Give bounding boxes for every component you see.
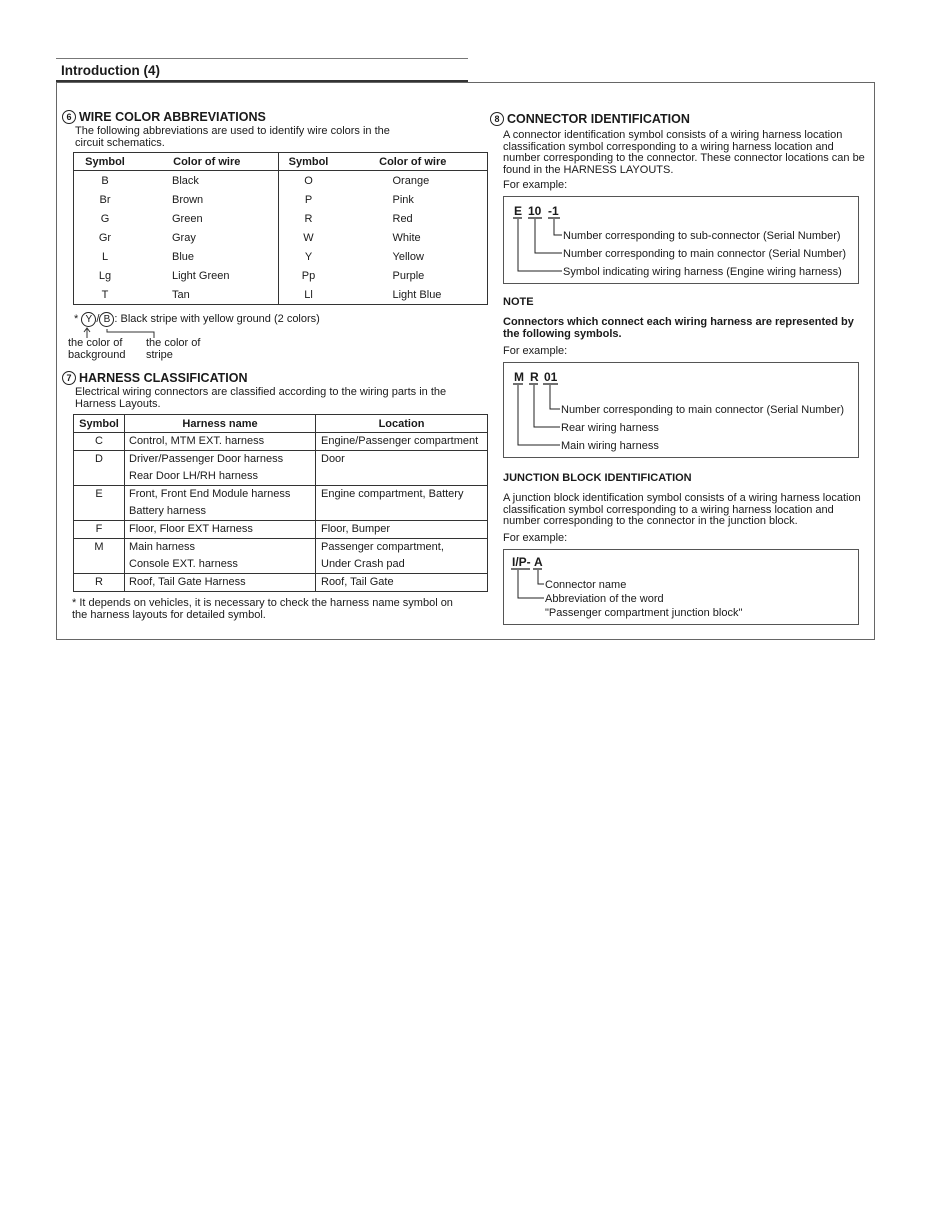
example-label: For example:: [503, 179, 568, 191]
example-label: For example:: [503, 345, 568, 357]
table-cell: M: [94, 541, 104, 553]
harness-symbol-label: Symbol indicating wiring harness (Engine wiring harness): [563, 266, 842, 278]
connector-name-label: Connector name: [545, 578, 627, 591]
table-cell: Brown: [172, 193, 204, 206]
connector-section-title: [490, 112, 872, 126]
table-cell: Gray: [172, 231, 196, 244]
wire-color-intro: The following abbreviations are used to identify wire colors in the circuit schematics.: [75, 125, 390, 149]
table-cell: Green: [172, 212, 203, 225]
right-column: [490, 112, 872, 625]
table-cell: Yellow: [392, 250, 424, 263]
table-cell: G: [100, 212, 110, 225]
table-cell: Light Green: [172, 269, 230, 282]
column-header: Symbol: [74, 415, 125, 433]
table-cell: R: [95, 576, 103, 588]
table-cell: Purple: [392, 269, 425, 282]
stripe-label: the color of stripe: [146, 337, 201, 361]
table-row: [74, 228, 488, 247]
code-rear-harness: R: [530, 370, 539, 384]
table-cell: Roof, Tail Gate Harness: [129, 576, 246, 588]
table-cell: P: [278, 190, 339, 209]
table-cell: Light Blue: [392, 288, 442, 301]
table-cell: Orange: [392, 174, 430, 187]
background-label: the color of background: [68, 337, 126, 361]
table-row: [74, 433, 488, 451]
table-cell: Lg: [98, 269, 112, 282]
table-cell: Under Crash pad: [321, 558, 405, 570]
wire-color-section-title: [62, 110, 492, 124]
page-title: Introduction (4): [56, 58, 468, 82]
code-sub-number: -1: [548, 204, 559, 218]
left-column: [62, 110, 492, 621]
harness-footnote: * It depends on vehicles, it is necessary to check the harness name symbol on the harness layouts for detailed symbol.: [72, 597, 453, 621]
stripe-note-asterisk: *: [74, 313, 79, 325]
column-header: Harness name: [125, 415, 316, 433]
table-cell: Floor, Floor EXT Harness: [129, 523, 253, 535]
column-header: Location: [316, 415, 488, 433]
table-cell: Floor, Bumper: [321, 523, 391, 535]
connector-intro: A connector identification symbol consists of a wiring harness location classification symbol corresponding to a wiring harness location and number corresponding to the connector. These connector locations can be found in the HARNESS LAYOUTS.: [503, 129, 865, 176]
table-cell: D: [95, 453, 103, 465]
table-row: [74, 574, 488, 592]
junction-text: A junction block identification symbol consists of a wiring harness location classification symbol corresponding to a wiring harness location and number corresponding to the connector in the junction block.: [503, 492, 861, 527]
table-cell: Front, Front End Module harness: [129, 488, 291, 500]
table-cell: Console EXT. harness: [129, 558, 238, 570]
table-cell: Roof, Tail Gate: [321, 576, 394, 588]
note-text: Connectors which connect each wiring harness are represented by the following symbols.: [503, 316, 854, 340]
table-row: [74, 285, 488, 305]
table-cell: Main harness: [129, 541, 196, 553]
abbreviation-label: Abbreviation of the word: [545, 592, 664, 605]
table-header-row: [74, 153, 488, 171]
code-junction-location: I/P-: [512, 554, 531, 569]
table-cell: R: [278, 209, 339, 228]
table-row: [74, 486, 488, 521]
table-cell: Engine/Passenger compartment: [321, 435, 479, 447]
table-cell: White: [392, 231, 421, 244]
table-cell: O: [278, 171, 339, 191]
junction-block-label: "Passenger compartment junction block": [545, 606, 743, 619]
table-row: [74, 190, 488, 209]
table-cell: Y: [278, 247, 339, 266]
table-cell: Rear Door LH/RH harness: [129, 470, 258, 482]
table-row: [74, 209, 488, 228]
connector-example-diagram: [504, 197, 858, 283]
code-main-harness: M: [514, 370, 524, 384]
table-cell: E: [95, 488, 103, 500]
harness-intro: Electrical wiring connectors are classified according to the wiring parts in the Harness Layouts.: [75, 386, 447, 410]
main-harness-label: Main wiring harness: [561, 440, 659, 452]
column-header: Color of wire: [136, 153, 278, 171]
code-main-number: 10: [528, 204, 542, 218]
stripe-color-circle: B: [99, 312, 114, 327]
table-cell: Passenger compartment,: [321, 541, 444, 553]
harness-section-title: [62, 371, 492, 385]
section-number-badge: 8: [490, 112, 504, 126]
code-connector-number: 01: [544, 370, 558, 384]
junction-example-diagram: [504, 550, 858, 624]
table-cell: Driver/Passenger Door harness: [129, 453, 284, 465]
example-label: For example:: [503, 531, 568, 544]
main-connector-label: Number corresponding to main connector (Serial Number): [563, 248, 847, 260]
note-title: NOTE: [503, 296, 534, 308]
section-number-badge: 7: [62, 371, 76, 385]
junction-title: JUNCTION BLOCK IDENTIFICATION: [503, 472, 692, 484]
table-cell: Ll: [278, 285, 339, 305]
pointer-lines: [74, 310, 194, 340]
column-header: Symbol: [278, 153, 339, 171]
stripe-note-text: : Black stripe with yellow ground (2 colors): [114, 313, 320, 325]
section-number-badge: 6: [62, 110, 76, 124]
table-cell: Br: [99, 193, 111, 206]
table-cell: Pp: [278, 266, 339, 285]
connector-example-box: [503, 196, 859, 284]
rear-harness-label: Rear wiring harness: [561, 422, 659, 434]
table-cell: L: [101, 250, 109, 263]
table-cell: F: [95, 523, 103, 535]
table-cell: B: [101, 174, 109, 187]
table-cell: Pink: [392, 193, 414, 206]
wire-color-table: [73, 152, 488, 305]
table-row: [74, 451, 488, 486]
column-header: Color of wire: [339, 153, 488, 171]
table-cell: Engine compartment, Battery: [321, 488, 464, 500]
connector-title-text: CONNECTOR IDENTIFICATION: [507, 112, 690, 126]
ground-color-circle: Y: [81, 312, 96, 327]
table-cell: Gr: [98, 231, 112, 244]
table-cell: Door: [321, 453, 345, 465]
code-connector-name: A: [534, 554, 543, 569]
junction-example-box: [503, 549, 859, 625]
table-row: [74, 266, 488, 285]
table-cell: Control, MTM EXT. harness: [129, 435, 265, 447]
table-cell: Blue: [172, 250, 195, 263]
table-cell: T: [101, 288, 109, 301]
table-row: [74, 539, 488, 574]
table-cell: W: [278, 228, 339, 247]
table-row: [74, 247, 488, 266]
stripe-note: * Y / B : Black stripe with yellow ground (2 colors) the color of background the color of stripe: [74, 310, 492, 358]
wire-color-title-text: WIRE COLOR ABBREVIATIONS: [79, 110, 266, 124]
harness-table: [73, 414, 488, 592]
table-cell: Red: [392, 212, 413, 225]
table-cell: Battery harness: [129, 505, 207, 517]
note-example-box: [503, 362, 859, 458]
main-connector-label: Number corresponding to main connector (Serial Number): [561, 404, 845, 416]
code-harness-symbol: E: [514, 204, 523, 218]
table-header-row: [74, 415, 488, 433]
table-cell: C: [95, 435, 103, 447]
table-row: [74, 171, 488, 191]
table-cell: Tan: [172, 288, 190, 301]
table-cell: Black: [172, 174, 199, 187]
column-header: Symbol: [74, 153, 137, 171]
table-row: [74, 521, 488, 539]
sub-connector-label: Number corresponding to sub-connector (Serial Number): [563, 230, 841, 242]
harness-title-text: HARNESS CLASSIFICATION: [79, 371, 248, 385]
note-example-diagram: [504, 363, 858, 457]
